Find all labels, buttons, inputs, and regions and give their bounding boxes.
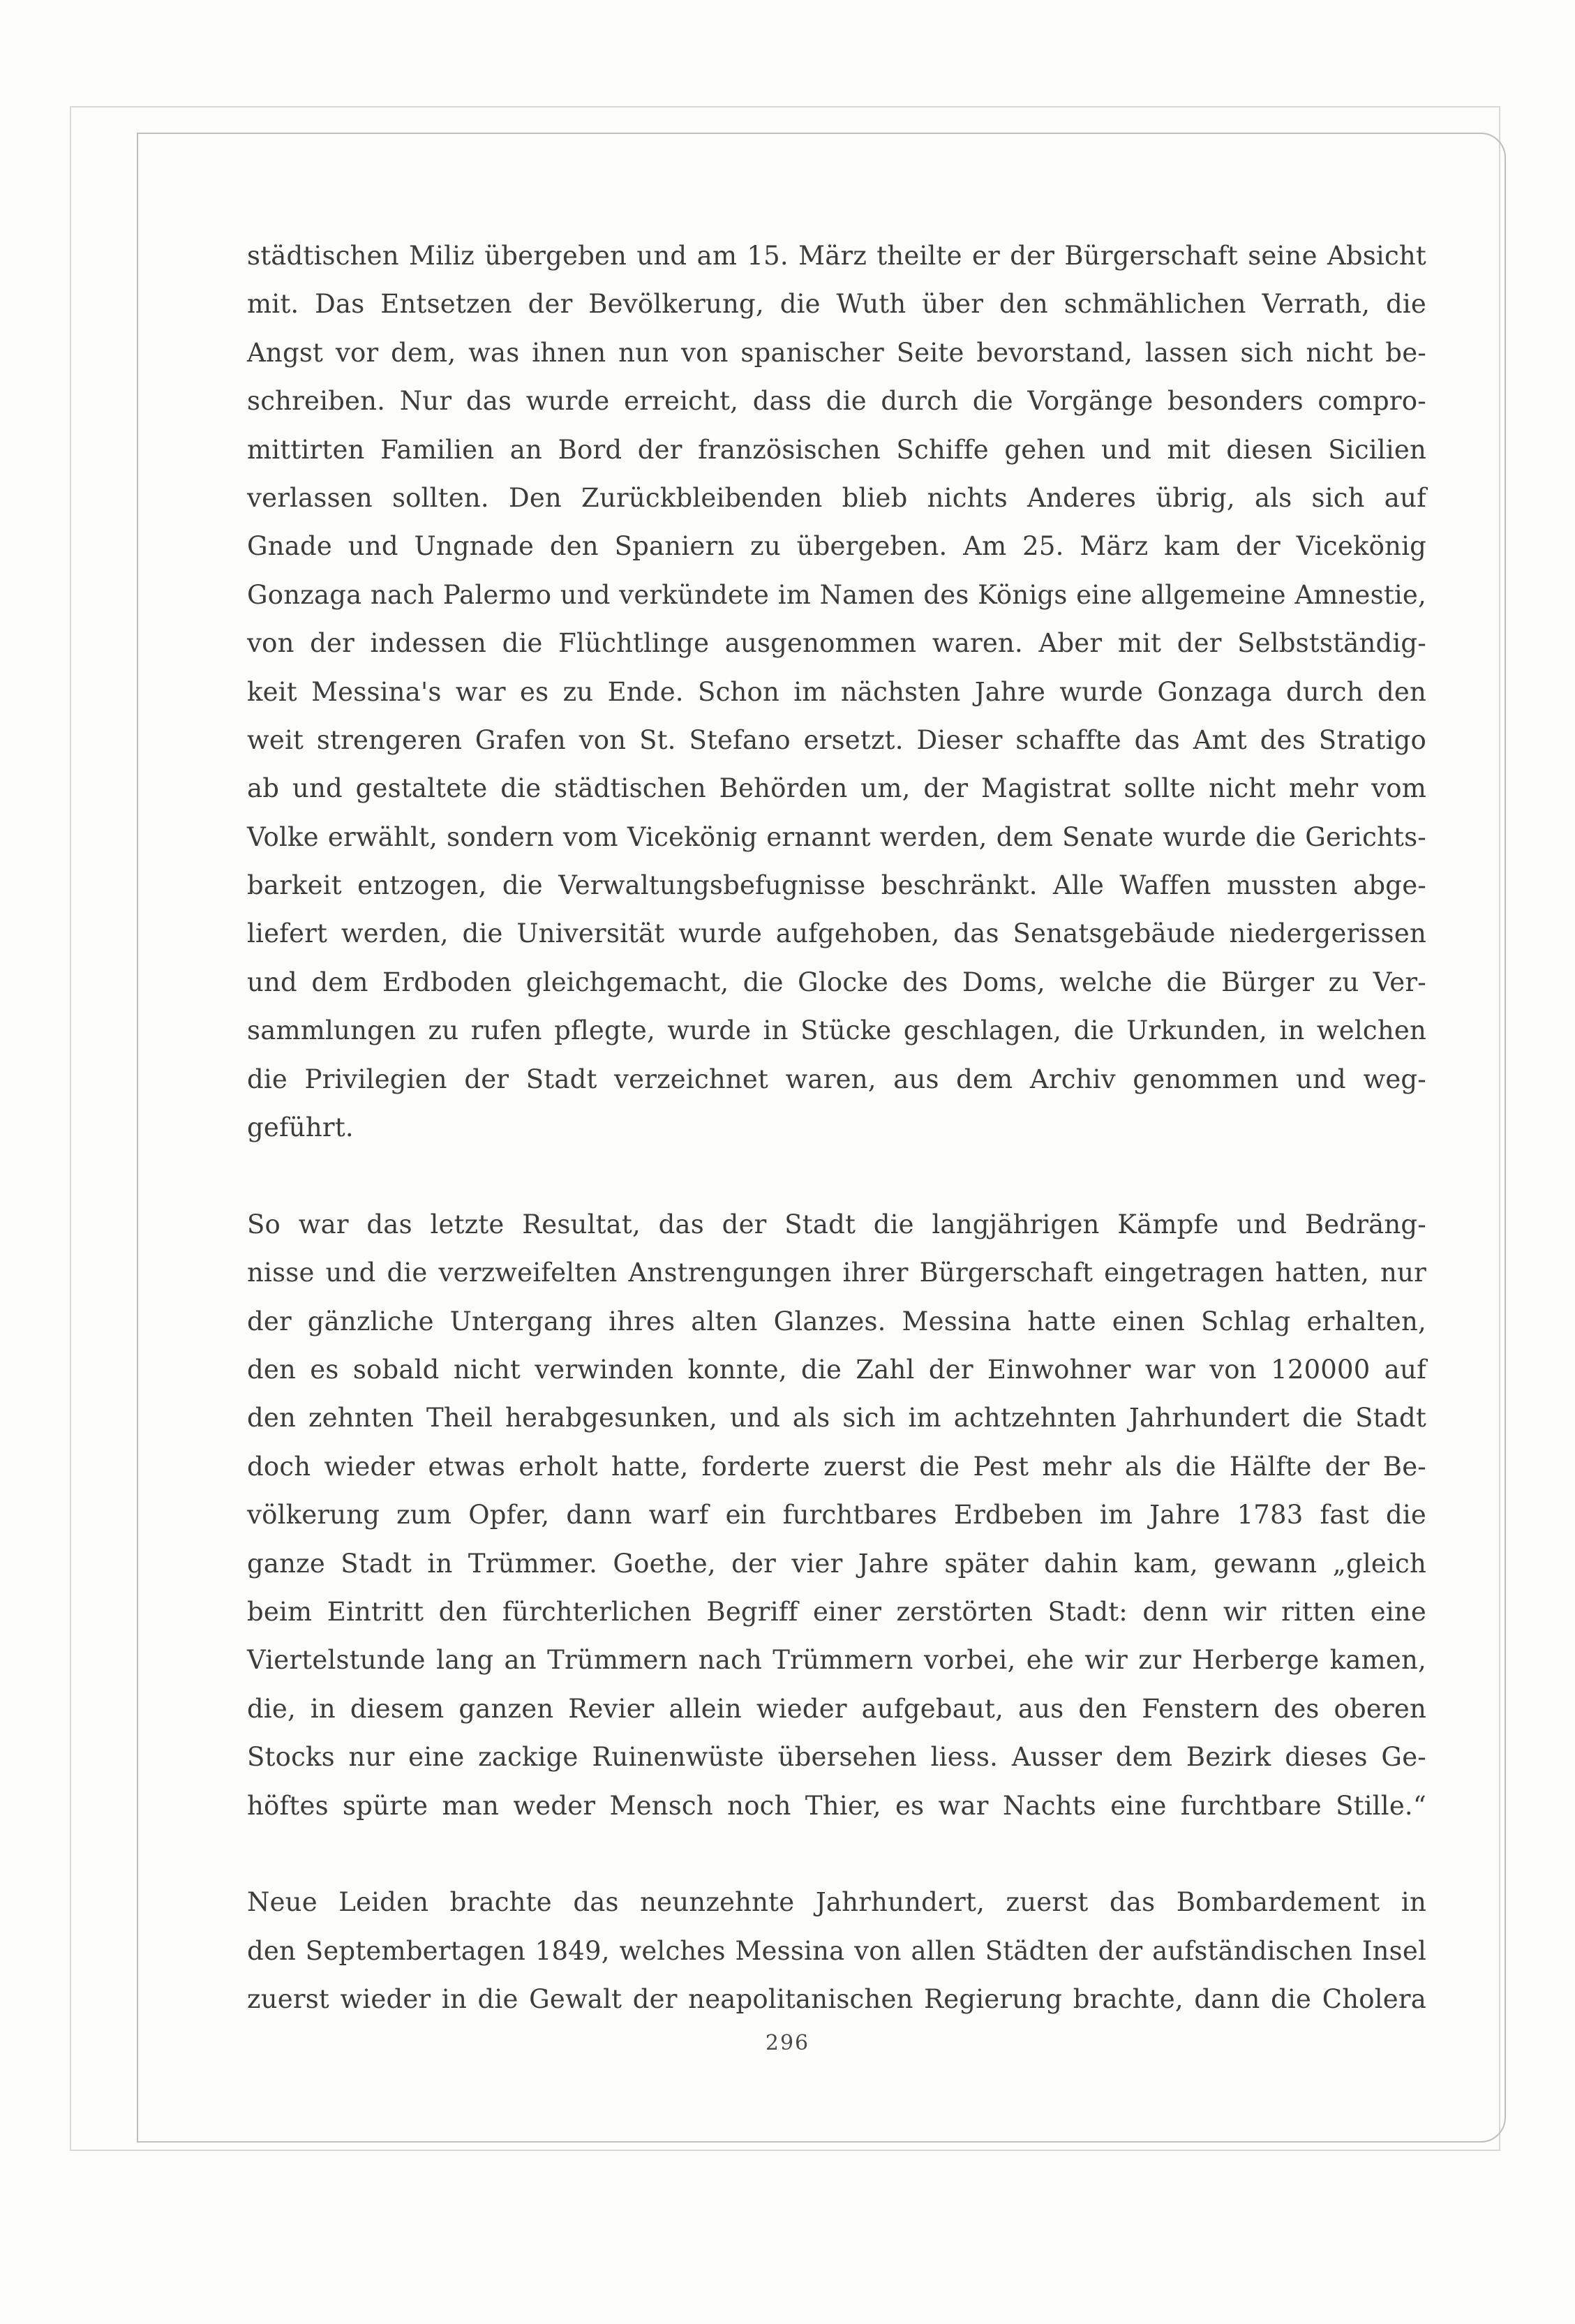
page-number: 296 — [765, 2031, 810, 2055]
text-line: doch wieder etwas erholt hatte, forderte zuerst die Pest mehr als die Hälfte der Be- — [247, 1451, 1426, 1482]
text-line: Neue Leiden brachte das neunzehnte Jahrhundert, zuerst das Bombardement in — [247, 1887, 1426, 1918]
paragraph-2 — [247, 1200, 1426, 1830]
text-line: ab und gestaltete die städtischen Behörden um, der Magistrat sollte nicht mehr vom — [247, 773, 1426, 804]
text-line: ganze Stadt in Trümmer. Goethe, der vier Jahre später dahin kam, gewann „gleich — [247, 1548, 1426, 1579]
paragraph-gap — [247, 1830, 1426, 1878]
text-line: mittirten Familien an Bord der französischen Schiffe gehen und mit diesen Sicilien — [247, 434, 1426, 465]
text-line: den zehnten Theil herabgesunken, und als sich im achtzehnten Jahrhundert die Stadt — [247, 1403, 1426, 1433]
paragraph-gap — [247, 1152, 1426, 1200]
text-line: und dem Erdboden gleichgemacht, die Glocke des Doms, welche die Bürger zu Ver- — [247, 967, 1426, 997]
text-line: höftes spürte man weder Mensch noch Thier, es war Nachts eine furchtbare Stille.“ — [247, 1790, 1426, 1821]
text-line: keit Messina's war es zu Ende. Schon im nächsten Jahre wurde Gonzaga durch den — [247, 676, 1426, 707]
text-line: liefert werden, die Universität wurde aufgehoben, das Senatsgebäude niedergerissen — [247, 918, 1426, 949]
text-line: Gonzaga nach Palermo und verkündete im Namen des Königs eine allgemeine Amnestie, — [247, 579, 1426, 610]
text-line: Stocks nur eine zackige Ruinenwüste übersehen liess. Ausser dem Bezirk dieses Ge- — [247, 1742, 1426, 1773]
text-line: völkerung zum Opfer, dann warf ein furchtbares Erdbeben im Jahre 1783 fast die — [247, 1500, 1426, 1530]
text-line: weit strengeren Grafen von St. Stefano ersetzt. Dieser schaffte das Amt des Stratigo — [247, 724, 1426, 755]
text-line: Viertelstunde lang an Trümmern nach Trümmern vorbei, ehe wir zur Herberge kamen, — [247, 1645, 1426, 1676]
paragraph-1 — [247, 232, 1426, 1152]
text-line: mit. Das Entsetzen der Bevölkerung, die Wuth über den schmählichen Verrath, die — [247, 289, 1426, 320]
text-line: Angst vor dem, was ihnen nun von spanischer Seite bevorstand, lassen sich nicht be- — [247, 337, 1426, 368]
text-line: So war das letzte Resultat, das der Stadt die langjährigen Kämpfe und Bedräng- — [247, 1209, 1426, 1239]
text-line: städtischen Miliz übergeben und am 15. März theilte er der Bürgerschaft seine Absicht — [247, 241, 1426, 271]
text-line: schreiben. Nur das wurde erreicht, dass die durch die Vorgänge besonders compro- — [247, 386, 1426, 417]
text-line: den Septembertagen 1849, welches Messina von allen Städten der aufständischen Insel — [247, 1935, 1426, 1966]
text-line: der gänzliche Untergang ihres alten Glanzes. Messina hatte einen Schlag erhalten, — [247, 1306, 1426, 1336]
text-line: Volke erwählt, sondern vom Vicekönig ernannt werden, dem Senate wurde die Gerichts- — [247, 821, 1426, 852]
text-line: verlassen sollten. Den Zurückbleibenden blieb nichts Anderes übrig, als sich auf — [247, 482, 1426, 513]
text-line: den es sobald nicht verwinden konnte, die Zahl der Einwohner war von 120000 auf — [247, 1354, 1426, 1385]
text-line: zuerst wieder in die Gewalt der neapolitanischen Regierung brachte, dann die Cholera — [247, 1984, 1426, 2015]
text-line: barkeit entzogen, die Verwaltungsbefugnisse beschränkt. Alle Waffen mussten abge- — [247, 870, 1426, 901]
text-line: von der indessen die Flüchtlinge ausgenommen waren. Aber mit der Selbstständig- — [247, 628, 1426, 659]
text-line: nisse und die verzweifelten Anstrengungen ihrer Bürgerschaft eingetragen hatten, nur — [247, 1258, 1426, 1288]
body-text — [247, 232, 1426, 2023]
text-line: Gnade und Ungnade den Spaniern zu übergeben. Am 25. März kam der Vicekönig — [247, 531, 1426, 562]
text-line: die Privilegien der Stadt verzeichnet waren, aus dem Archiv genommen und weg- — [247, 1064, 1426, 1094]
text-line: die, in diesem ganzen Revier allein wieder aufgebaut, aus den Fenstern des oberen — [247, 1693, 1426, 1724]
text-line: geführt. — [247, 1112, 354, 1143]
text-line: sammlungen zu rufen pflegte, wurde in Stücke geschlagen, die Urkunden, in welchen — [247, 1015, 1426, 1046]
text-line: beim Eintritt den fürchterlichen Begriff einer zerstörten Stadt: denn wir ritten eine — [247, 1596, 1426, 1627]
paragraph-3 — [247, 1878, 1426, 2023]
